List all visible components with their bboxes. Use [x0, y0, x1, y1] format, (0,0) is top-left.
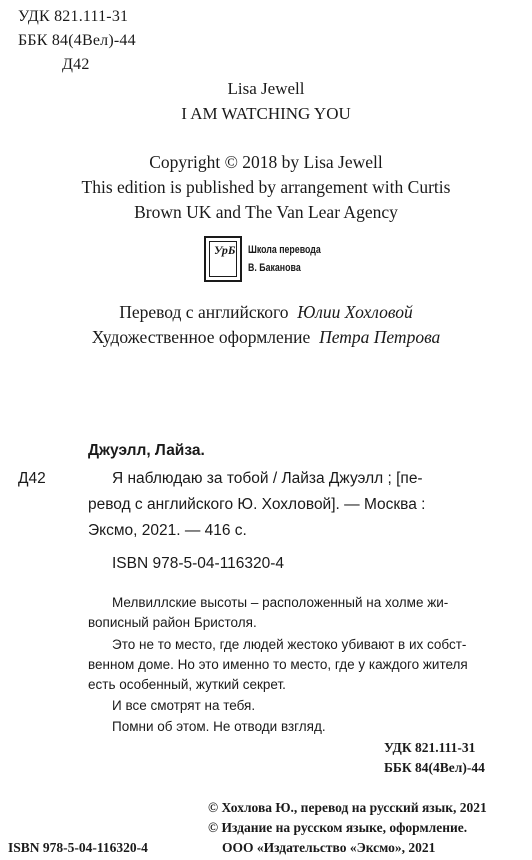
annotation-p1-line-2: вописный район Бристоля.	[88, 615, 257, 630]
designer-name: Петра Петрова	[319, 327, 441, 347]
design-label: Художественное оформление	[91, 327, 311, 347]
copyright-line-2: This edition is published by arrangement with Curtis	[81, 177, 451, 197]
bib-isbn: ISBN 978-5-04-116320-4	[112, 555, 285, 572]
annotation-p2-line-1: Это не то место, где людей жестоко убивают в их собст-	[112, 637, 467, 652]
annotation-p2-line-3: есть особенный, жуткий секрет.	[88, 677, 286, 692]
annotation-p1-line-1: Мелвиллские высоты – расположенный на холме жи-	[112, 595, 449, 610]
bottom-udk: УДК 821.111-31	[384, 740, 476, 755]
copyright-line-3: Brown UK and The Van Lear Agency	[134, 202, 398, 222]
bib-line-2: ревод с английского Ю. Хохловой]. — Москва :	[88, 496, 426, 513]
logo-name-line-2: В. Бакановa	[248, 262, 301, 274]
bib-line-1: Я наблюдаю за тобой / Лайза Джуэлл ; [пе-	[112, 470, 423, 487]
design-credit	[0, 327, 532, 348]
bib-line-3: Эксмо, 2021. — 416 с.	[88, 522, 247, 539]
annotation-p2-line-2: венном доме. Но это именно то место, где у каждого жителя	[88, 657, 468, 672]
bib-author-mark: Д42	[18, 470, 46, 487]
translation-label: Перевод с английского	[119, 302, 289, 322]
annotation-p4: Помни об этом. Не отводи взгляд.	[112, 719, 326, 734]
original-author: Lisa Jewell	[227, 79, 305, 98]
rights-publisher: ООО «Издательство «Эксмо», 2021	[222, 840, 436, 855]
original-title: I AM WATCHING YOU	[181, 104, 351, 123]
author-mark: Д42	[62, 56, 90, 73]
logo-name-line-1: Школа перевода	[248, 244, 321, 256]
bottom-bbk: ББК 84(4Вел)-44	[384, 760, 485, 775]
logo-monogram: УрБ	[214, 243, 236, 257]
rights-translation: © Хохлова Ю., перевод на русский язык, 2021	[208, 800, 487, 815]
translation-credit	[0, 302, 532, 323]
footer-isbn: ISBN 978-5-04-116320-4	[8, 840, 148, 855]
rights-edition: © Издание на русском языке, оформление.	[208, 820, 468, 835]
bbk-code: ББК 84(4Вел)-44	[18, 32, 136, 49]
translator-name: Юлии Хохловой	[297, 302, 413, 322]
translation-school-logo	[204, 236, 242, 282]
udk-code: УДК 821.111-31	[18, 8, 129, 25]
copyright-line-1: Copyright © 2018 by Lisa Jewell	[149, 152, 383, 172]
bib-heading: Джуэлл, Лайза.	[88, 442, 205, 459]
annotation-p3: И все смотрят на тебя.	[112, 698, 256, 713]
